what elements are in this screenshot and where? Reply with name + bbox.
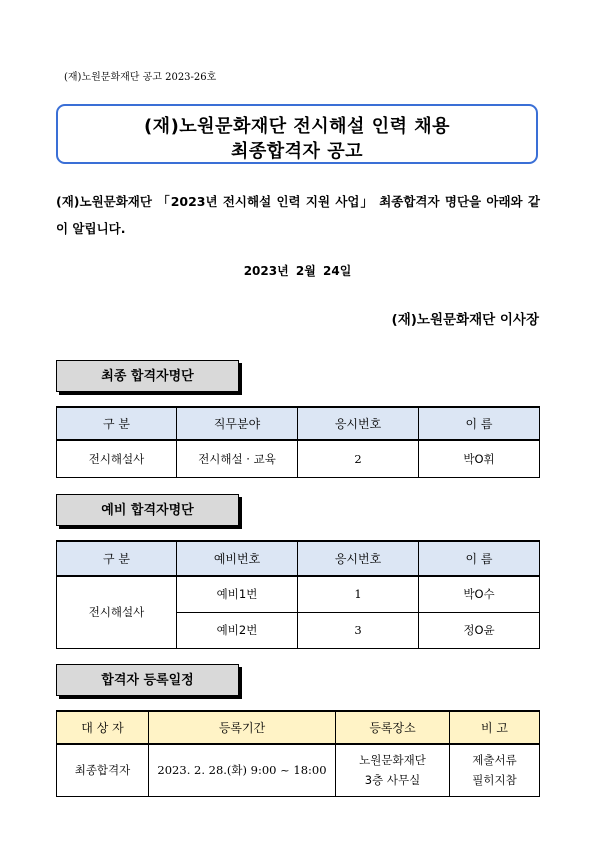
title-box	[56, 104, 538, 164]
header-category: 구 분	[57, 541, 177, 576]
reserve-list-label: 예비 합격자명단	[56, 494, 239, 526]
final-list-header-row	[57, 407, 540, 440]
schedule-label: 합격자 등록일정	[56, 664, 239, 696]
cell-category: 전시해설사	[57, 440, 177, 477]
cell-reserve-number: 예비2번	[177, 612, 298, 648]
reserve-list-header-row	[57, 541, 540, 576]
header-target: 대 상 자	[57, 711, 149, 744]
header-name: 이 름	[419, 541, 540, 576]
note-line-1: 제출서류	[472, 753, 517, 768]
cell-category: 전시해설사	[57, 576, 177, 648]
cell-name: 정O윤	[419, 612, 540, 648]
table-row	[57, 576, 540, 612]
header-place: 등록장소	[336, 711, 450, 744]
cell-applicant-number: 2	[298, 440, 419, 477]
header-applicant-number: 응시번호	[298, 407, 419, 440]
title-line-1: (재)노원문화재단 전시해설 인력 채용	[143, 116, 451, 137]
cell-name: 박O휘	[419, 440, 540, 477]
place-line-2: 3층 사무실	[364, 773, 421, 788]
header-name: 이 름	[419, 407, 540, 440]
place-line-1: 노원문화재단	[359, 753, 426, 768]
header-applicant-number: 응시번호	[298, 541, 419, 576]
cell-period: 2023. 2. 28.(화) 9:00 ~ 18:00	[149, 744, 336, 796]
cell-name: 박O수	[419, 576, 540, 612]
final-list-table	[56, 406, 540, 478]
table-row	[57, 744, 540, 796]
table-row	[57, 440, 540, 477]
schedule-header-row	[57, 711, 540, 744]
notice-number: (재)노원문화재단 공고 2023-26호	[64, 72, 217, 83]
cell-reserve-number: 예비1번	[177, 576, 298, 612]
intro-paragraph: (재)노원문화재단 「2023년 전시해설 인력 지원 사업」 최종합격자 명단을 아래와 같이 알립니다.	[56, 194, 540, 236]
cell-note	[450, 744, 540, 796]
note-line-2: 필히지참	[472, 773, 517, 788]
header-note: 비 고	[450, 711, 540, 744]
header-job-field: 직무분야	[177, 407, 298, 440]
final-list-label: 최종 합격자명단	[56, 360, 239, 392]
reserve-list-table	[56, 540, 540, 649]
cell-applicant-number: 1	[298, 576, 419, 612]
signatory: (재)노원문화재단 이사장	[391, 312, 539, 328]
header-period: 등록기간	[149, 711, 336, 744]
title-line-2: 최종합격자 공고	[231, 141, 363, 162]
cell-job-field: 전시해설 · 교육	[177, 440, 298, 477]
schedule-table	[56, 710, 540, 797]
cell-target: 최종합격자	[57, 744, 149, 796]
header-category: 구 분	[57, 407, 177, 440]
cell-applicant-number: 3	[298, 612, 419, 648]
header-reserve-number: 예비번호	[177, 541, 298, 576]
cell-place	[336, 744, 450, 796]
announcement-date: 2023년 2월 24일	[243, 264, 352, 278]
